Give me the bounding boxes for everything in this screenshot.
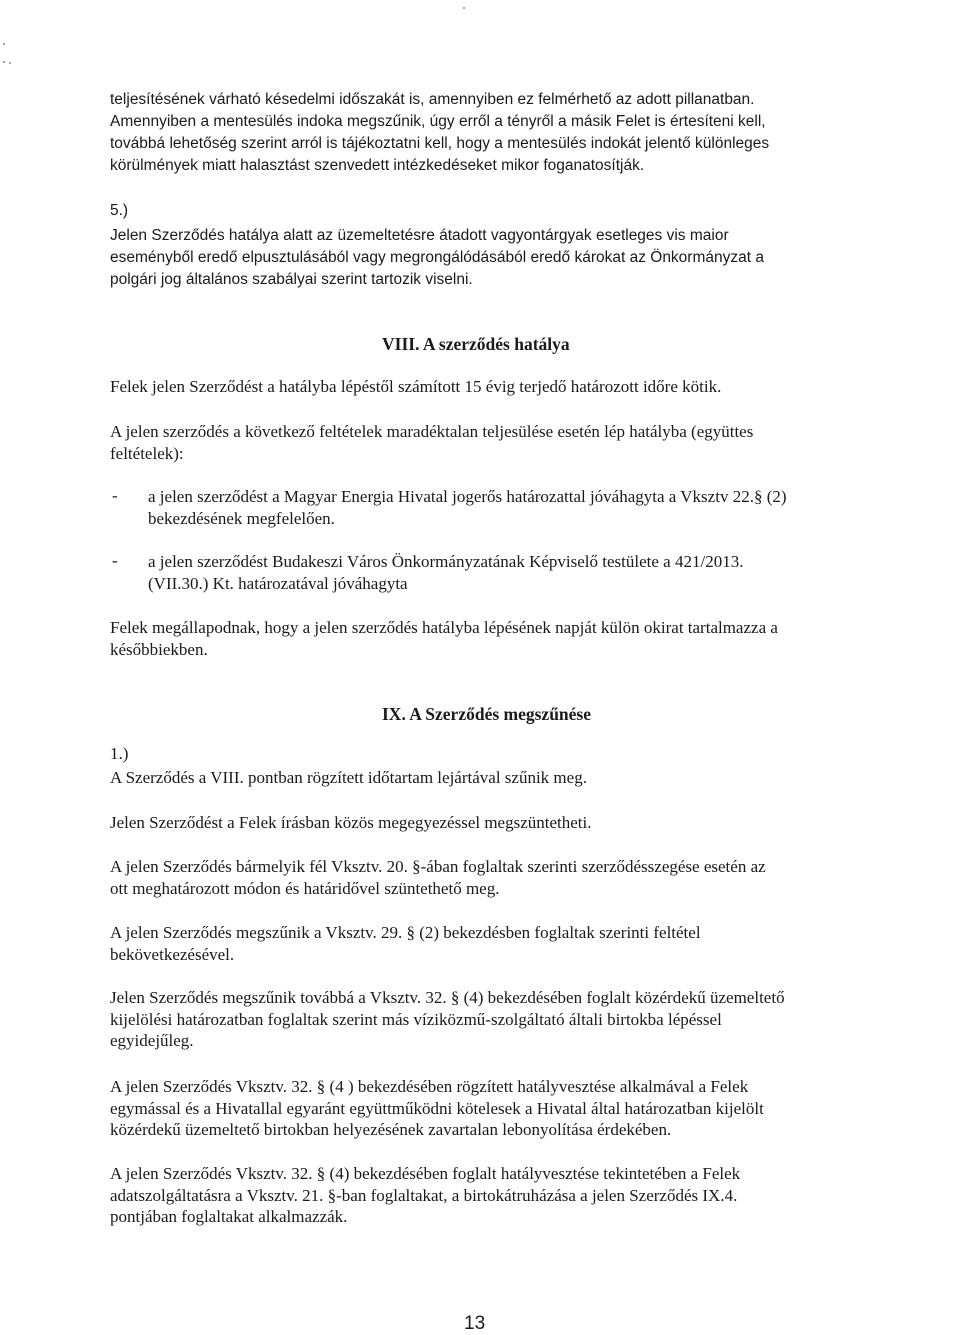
paragraph: A Szerződés a VIII. pontban rögzített időtartam lejártával szűnik meg. <box>110 768 587 787</box>
point-number: 1.) <box>110 744 129 763</box>
text-line: A jelen Szerződés megszűnik a Vksztv. 29. § (2) bekezdésben foglaltak szerinti feltétel <box>110 923 701 942</box>
paragraph <box>110 421 872 464</box>
text-line: Amennyiben a mentesülés indoka megszűnik, úgy erről a tényről a másik Felet is értesíteni kell, <box>110 113 766 130</box>
page-number: 13 <box>464 1313 486 1334</box>
paragraph <box>110 987 872 1052</box>
scan-speck <box>3 43 5 45</box>
intro-paragraph <box>110 89 870 177</box>
text-line: a jelen szerződést a Magyar Energia Hivatal jogerős határozattal jóváhagyta a Vksztv 22.§ (2) <box>148 487 787 506</box>
text-line: A jelen szerződés a következő feltételek maradéktalan teljesülése esetén lép hatályba (együttes <box>110 422 754 441</box>
text-line: a jelen szerződést Budakeszi Város Önkormányzatának Képviselő testülete a 421/2013. <box>148 552 744 571</box>
paragraph: Jelen Szerződést a Felek írásban közös megegyezéssel megszüntetheti. <box>110 813 592 832</box>
text-line: közérdekű üzemeltető birtokban helyezésének zavartalan lebonyolítása érdekében. <box>110 1120 672 1139</box>
text-line: kijelölési határozatban foglaltak szerint más víziközmű-szolgáltató általi birtokba lépéssel <box>110 1009 722 1029</box>
text-line: bekövetkezésével. <box>110 944 235 964</box>
paragraph <box>110 1163 872 1228</box>
text-line: Jelen Szerződés hatálya alatt az üzemeltetésre átadott vagyontárgyak esetleges vis maior <box>110 227 729 244</box>
text-line: ott meghatározott módon és határidővel szüntethető meg. <box>110 878 500 898</box>
point5-paragraph <box>110 225 872 291</box>
text-line: A jelen Szerződés bármelyik fél Vksztv. 20. §-ában foglaltak szerinti szerződésszegése esetén az <box>110 857 766 876</box>
list-item <box>148 486 872 529</box>
scan-speck <box>3 61 5 63</box>
text-line: A jelen Szerződés Vksztv. 32. § (4) bekezdésében foglalt hatályvesztése tekintetében a Felek <box>110 1164 741 1183</box>
paragraph <box>110 856 872 899</box>
text-line: feltételek): <box>110 443 184 463</box>
bullet-marker: - <box>112 486 118 505</box>
text-line: teljesítésének várható késedelmi időszakát is, amennyiben ez felmérhető az adott pillanatban. <box>110 91 755 108</box>
point-number: 5.) <box>110 202 129 219</box>
text-line: Felek megállapodnak, hogy a jelen szerződés hatályba lépésének napját külön okirat tartalmazza a <box>110 618 778 637</box>
text-line: A jelen Szerződés Vksztv. 32. § (4 ) bekezdésében rögzített hatályvesztése alkalmával a Felek <box>110 1077 749 1096</box>
text-line: bekezdésének megfelelően. <box>148 508 335 528</box>
text-line: későbbiekben. <box>110 639 208 659</box>
scan-speck <box>463 7 465 9</box>
text-line: adatszolgáltatásra a Vksztv. 21. §-ban foglaltakat, a birtokátruházása a jelen Szerződés IX.4. <box>110 1185 738 1205</box>
text-line: polgári jog általános szabályai szerint tartozik viselni. <box>110 271 473 288</box>
text-line: körülmények miatt halasztást szenvedett intézkedéseket mikor foganatosítják. <box>110 157 645 174</box>
text-line: egymással és a Hivatallal egyaránt együttműködni kötelesek a Hivatal által határozatban kijelölt <box>110 1098 764 1118</box>
text-line: (VII.30.) Kt. határozatával jóváhagyta <box>148 573 408 593</box>
paragraph <box>110 617 872 660</box>
text-line: Jelen Szerződés megszűnik továbbá a Vksztv. 32. § (4) bekezdésében foglalt közérdekű üzemeltető <box>110 988 785 1007</box>
text-line: továbbá lehetőség szerint arról is tájékoztatni kell, hogy a mentesülés indokát jelentő különleges <box>110 135 770 152</box>
text-line: eseményből eredő elpusztulásából vagy megrongálódásából eredő károkat az Önkormányzat a <box>110 249 764 266</box>
paragraph <box>110 1076 872 1141</box>
scan-speck <box>9 62 11 64</box>
bullet-marker: - <box>112 551 118 570</box>
text-line: egyidejűleg. <box>110 1031 194 1050</box>
paragraph <box>110 922 872 965</box>
text-line: pontjában foglaltakat alkalmazzák. <box>110 1207 348 1226</box>
paragraph: Felek jelen Szerződést a hatályba lépéstől számított 15 évig terjedő határozott időre kötik. <box>110 377 722 396</box>
section-heading: IX. A Szerződés megszűnése <box>382 704 592 724</box>
section-heading: VIII. A szerződés hatálya <box>382 334 570 354</box>
list-item <box>148 551 872 594</box>
